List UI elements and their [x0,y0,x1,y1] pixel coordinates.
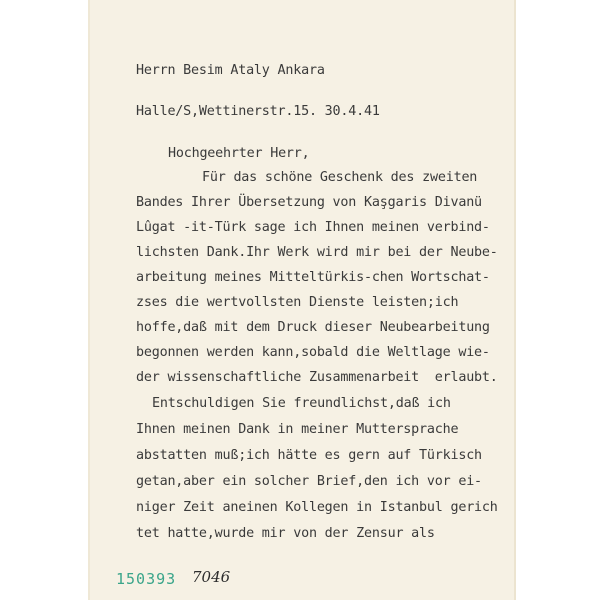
handwritten-note: 7046 [192,568,231,586]
letter-line: lichsten Dank.Ihr Werk wird mir bei der Neube- [136,245,498,260]
letter-line: hoffe,daß mit dem Druck dieser Neubearbeitung [136,320,490,335]
letter-line: tet hatte,wurde mir von der Zensur als [136,526,435,541]
letter-line: Für das schöne Geschenk des zweiten [202,170,478,185]
letter-line: Ihnen meinen Dank in meiner Muttersprache [136,422,459,437]
letter-line: getan,aber ein solcher Brief,den ich vor ei- [136,474,482,489]
letter-line: abstatten muß;ich hätte es gern auf Türkisch [136,448,482,463]
letter-line: niger Zeit aneinen Kollegen in Istanbul gerich [136,500,498,515]
recipient-line: Herrn Besim Ataly Ankara [136,63,325,78]
letter-line: Lûgat -it-Türk sage ich Ihnen meinen verbind- [136,220,490,235]
archive-stamp-number: 150393 [116,570,177,588]
letter-line: arbeitung meines Mitteltürkis-chen Wortschat- [136,270,490,285]
letter-line: zses die wertvollsten Dienste leisten;ich [136,295,459,310]
salutation: Hochgeehrter Herr, [168,146,310,161]
sender-address-date: Halle/S,Wettinerstr.15. 30.4.41 [136,104,380,119]
letter-line: begonnen werden kann,sobald die Weltlage wie- [136,345,490,360]
letter-line: Bandes Ihrer Übersetzung von Kaşgaris Divanü [136,195,482,210]
letter-page [88,0,516,600]
letter-line: Entschuldigen Sie freundlichst,daß ich [152,396,451,411]
letter-line: der wissenschaftliche Zusammenarbeit erlaubt. [136,370,498,385]
